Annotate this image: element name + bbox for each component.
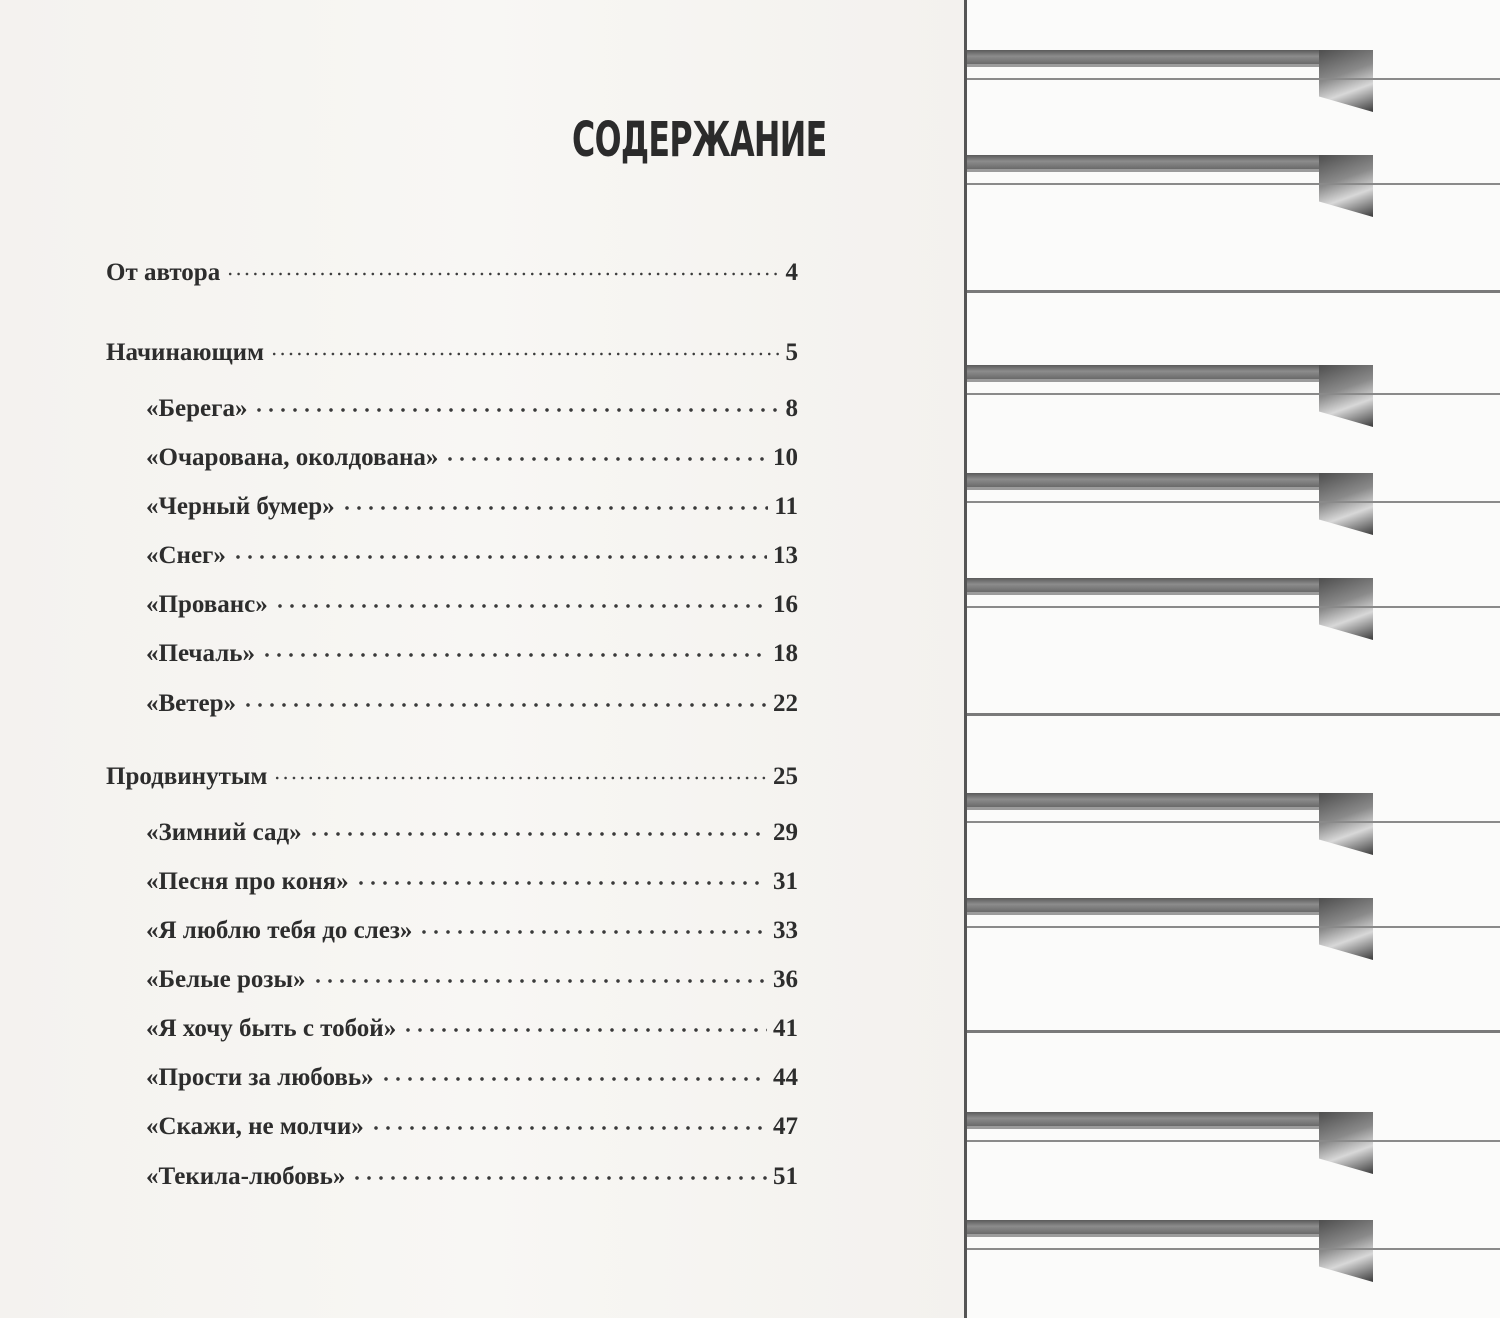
toc-entry[interactable]	[146, 816, 798, 850]
toc-entry-page: 13	[773, 542, 798, 569]
toc-entry[interactable]	[106, 256, 798, 290]
black-key	[967, 898, 1372, 960]
toc-entry[interactable]	[106, 760, 798, 794]
toc-entry[interactable]	[146, 1061, 798, 1095]
toc-entry-title: «Прости за любовь»	[146, 1064, 374, 1091]
white-key-edge	[967, 713, 1500, 716]
toc-entry[interactable]	[146, 1110, 798, 1144]
toc-entry[interactable]	[146, 687, 798, 721]
toc-entry-title: «Скажи, не молчи»	[146, 1113, 364, 1140]
dot-leader	[444, 453, 767, 465]
toc-entry-title: «Зимний сад»	[146, 819, 302, 846]
toc-entry-page: 22	[773, 690, 798, 717]
white-key-edge	[967, 606, 1500, 608]
page-title: СОДЕРЖАНИЕ	[572, 112, 827, 168]
toc-entry-title: «Я люблю тебя до слез»	[146, 917, 413, 944]
black-key	[967, 1220, 1372, 1282]
dot-leader	[273, 772, 767, 784]
toc-entry[interactable]	[146, 1160, 798, 1194]
toc-entry-title: «Ветер»	[146, 690, 237, 717]
toc-entry-title: Продвинутым	[106, 763, 268, 790]
toc-entry-page: 5	[785, 339, 798, 366]
dot-leader	[274, 600, 767, 612]
toc-entry-title: Начинающим	[106, 339, 264, 366]
toc-entry-page: 18	[773, 640, 798, 667]
toc-entry-title: «Текила-любовь»	[146, 1163, 346, 1190]
toc-entry-page: 10	[773, 444, 798, 471]
piano-keyboard-illustration	[967, 0, 1500, 1318]
dot-leader	[232, 551, 767, 563]
toc-entry[interactable]	[146, 1012, 798, 1046]
toc-entry[interactable]	[146, 490, 798, 524]
white-key-edge	[967, 78, 1500, 80]
toc-entry[interactable]	[146, 392, 798, 426]
toc-entry-title: «Печаль»	[146, 640, 255, 667]
toc-entry[interactable]	[146, 588, 798, 622]
toc-entry-title: «Прованс»	[146, 591, 268, 618]
dot-leader	[226, 268, 779, 280]
toc-entry-title: «Снег»	[146, 542, 226, 569]
toc-entry-title: От автора	[106, 259, 221, 286]
dot-leader	[308, 828, 767, 840]
black-key	[967, 155, 1372, 217]
toc-entry-page: 29	[773, 819, 798, 846]
toc-entry[interactable]	[146, 637, 798, 671]
dot-leader	[312, 975, 768, 987]
dot-leader	[380, 1073, 767, 1085]
white-key-edge	[967, 821, 1500, 823]
dot-leader	[341, 502, 769, 514]
toc-entry[interactable]	[106, 336, 798, 370]
toc-entry-title: «Я хочу быть с тобой»	[146, 1015, 397, 1042]
white-key-edge	[967, 1030, 1500, 1033]
toc-entry-title: «Белые розы»	[146, 966, 306, 993]
dot-leader	[242, 699, 767, 711]
dot-leader	[355, 877, 767, 889]
dot-leader	[270, 348, 780, 360]
white-key-edge	[967, 501, 1500, 503]
white-key-edge	[967, 393, 1500, 395]
black-key	[967, 1112, 1372, 1174]
toc-entry-page: 51	[773, 1163, 798, 1190]
toc-entry[interactable]	[146, 865, 798, 899]
toc-entry[interactable]	[146, 441, 798, 475]
toc-entry-title: «Очарована, околдована»	[146, 444, 439, 471]
toc-entry-page: 33	[773, 917, 798, 944]
toc-entry[interactable]	[146, 963, 798, 997]
toc-entry-title: «Черный бумер»	[146, 493, 335, 520]
white-key-edge	[967, 926, 1500, 928]
dot-leader	[370, 1122, 767, 1134]
dot-leader	[418, 926, 767, 938]
white-key-edge	[967, 1248, 1500, 1250]
white-key-edge	[967, 183, 1500, 185]
toc-entry-title: «Песня про коня»	[146, 868, 349, 895]
toc-entry-page: 11	[774, 493, 798, 520]
black-key	[967, 50, 1372, 112]
toc-entry[interactable]	[146, 539, 798, 573]
toc-entry-page: 36	[773, 966, 798, 993]
toc-entry-page: 4	[785, 259, 798, 286]
toc-entry-page: 31	[773, 868, 798, 895]
dot-leader	[253, 404, 779, 416]
black-key	[967, 793, 1372, 855]
dot-leader	[261, 649, 767, 661]
black-key	[967, 473, 1372, 535]
toc-entry-page: 25	[773, 763, 798, 790]
white-key-edge	[967, 1140, 1500, 1142]
toc-entry-page: 44	[773, 1064, 798, 1091]
white-key-edge	[967, 290, 1500, 293]
toc-entry[interactable]	[146, 914, 798, 948]
dot-leader	[402, 1024, 767, 1036]
dot-leader	[351, 1172, 767, 1184]
toc-entry-page: 47	[773, 1113, 798, 1140]
black-key	[967, 578, 1372, 640]
toc-entry-title: «Берега»	[146, 395, 248, 422]
toc-entry-page: 16	[773, 591, 798, 618]
toc-entry-page: 8	[785, 395, 798, 422]
toc-entry-page: 41	[773, 1015, 798, 1042]
black-key	[967, 365, 1372, 427]
